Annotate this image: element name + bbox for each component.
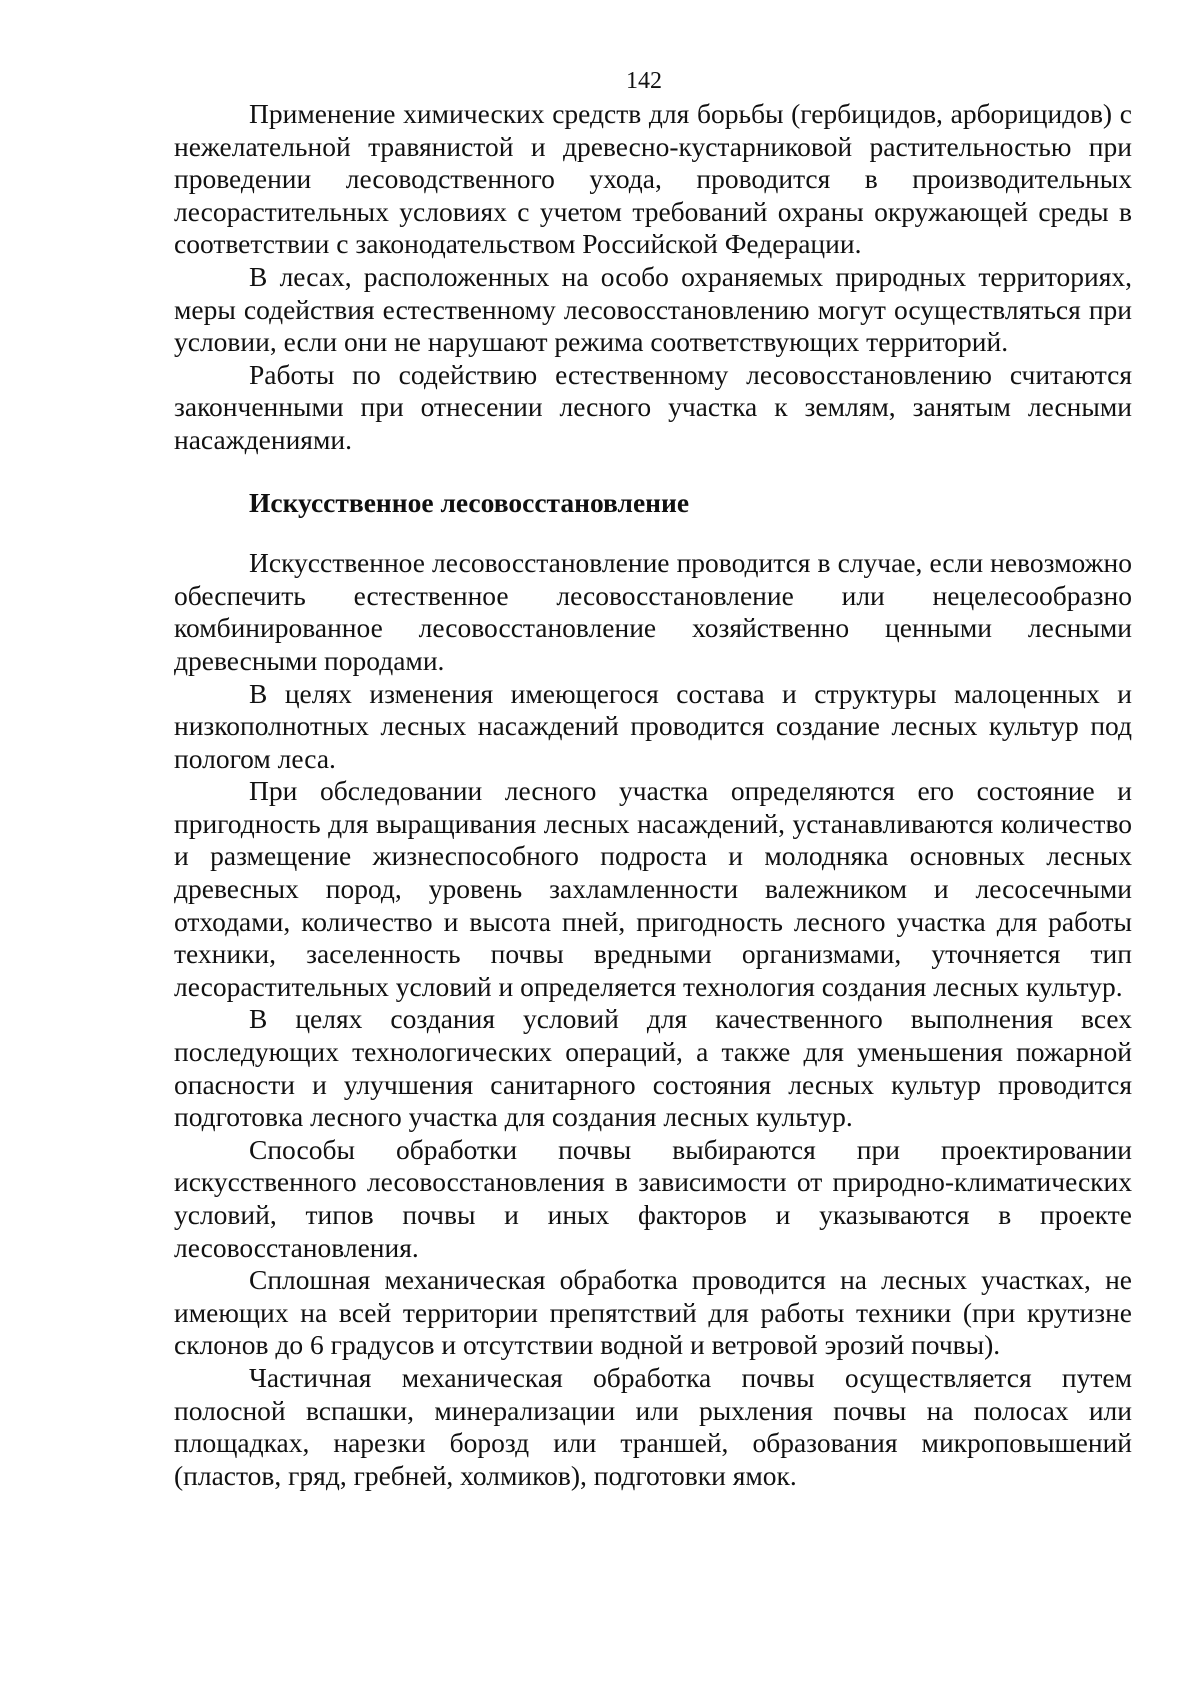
- paragraph: При обследовании лесного участка определяются его состояние и пригодность для выращивания лесных насаждений, устанавливаются количество и размещение жизнеспособного подроста и молодняка основных лесных древесных пород, уровень захламленности валежником и лесосечными отходами, количество и высота пней, пригодность лесного участка для работы техники, заселенность почвы вредными организмами, уточняется тип лесорастительных условий и определяется технология создания лесных культур.: [174, 775, 1132, 1002]
- paragraph: Сплошная механическая обработка проводится на лесных участках, не имеющих на всей территории препятствий для работы техники (при крутизне склонов до 6 градусов и отсутствии водной и ветровой эрозий почвы).: [174, 1264, 1132, 1361]
- paragraph: В целях создания условий для качественного выполнения всех последующих технологических операций, а также для уменьшения пожарной опасности и улучшения санитарного состояния лесных культур проводится подготовка лесного участка для создания лесных культур.: [174, 1003, 1132, 1133]
- paragraph: Способы обработки почвы выбираются при проектировании искусственного лесовосстановления в зависимости от природно-климатических условий, типов почвы и иных факторов и указываются в проекте лесовосстановления.: [174, 1133, 1132, 1263]
- paragraph: В лесах, расположенных на особо охраняемых природных территориях, меры содействия естественному лесовосстановлению могут осуществляться при условии, если они не нарушают режима соответствующих территорий.: [174, 260, 1132, 358]
- paragraph: Применение химических средств для борьбы (гербицидов, арборицидов) с нежелательной травянистой и древесно-кустарниковой растительностью при проведении лесоводственного ухода, проводится в производительных лесорастительных условиях с учетом требований охраны окружающей среды в соответствии с законодательством Российской Федерации.: [174, 98, 1132, 260]
- paragraph: Частичная механическая обработка почвы осуществляется путем полосной вспашки, минерализации или рыхления почвы на полосах или площадках, нарезки борозд или траншей, образования микроповышений (пластов, гряд, гребней, холмиков), подготовки ямок.: [174, 1361, 1132, 1491]
- page-body: [174, 98, 1132, 1492]
- paragraph: В целях изменения имеющегося состава и структуры малоценных и низкополнотных лесных насаждений проводится создание лесных культур под пологом леса.: [174, 677, 1132, 774]
- paragraph: Искусственное лесовосстановление проводится в случае, если невозможно обеспечить естественное лесовосстановление или нецелесообразно комбинированное лесовосстановление хозяйственно ценными лесными древесными породами.: [174, 547, 1132, 676]
- page-number: 142: [626, 68, 662, 94]
- section-heading: Искусственное лесовосстановление: [249, 486, 690, 518]
- paragraph: Работы по содействию естественному лесовосстановлению считаются законченными при отнесении лесного участка к землям, занятым лесными насаждениями.: [174, 358, 1132, 455]
